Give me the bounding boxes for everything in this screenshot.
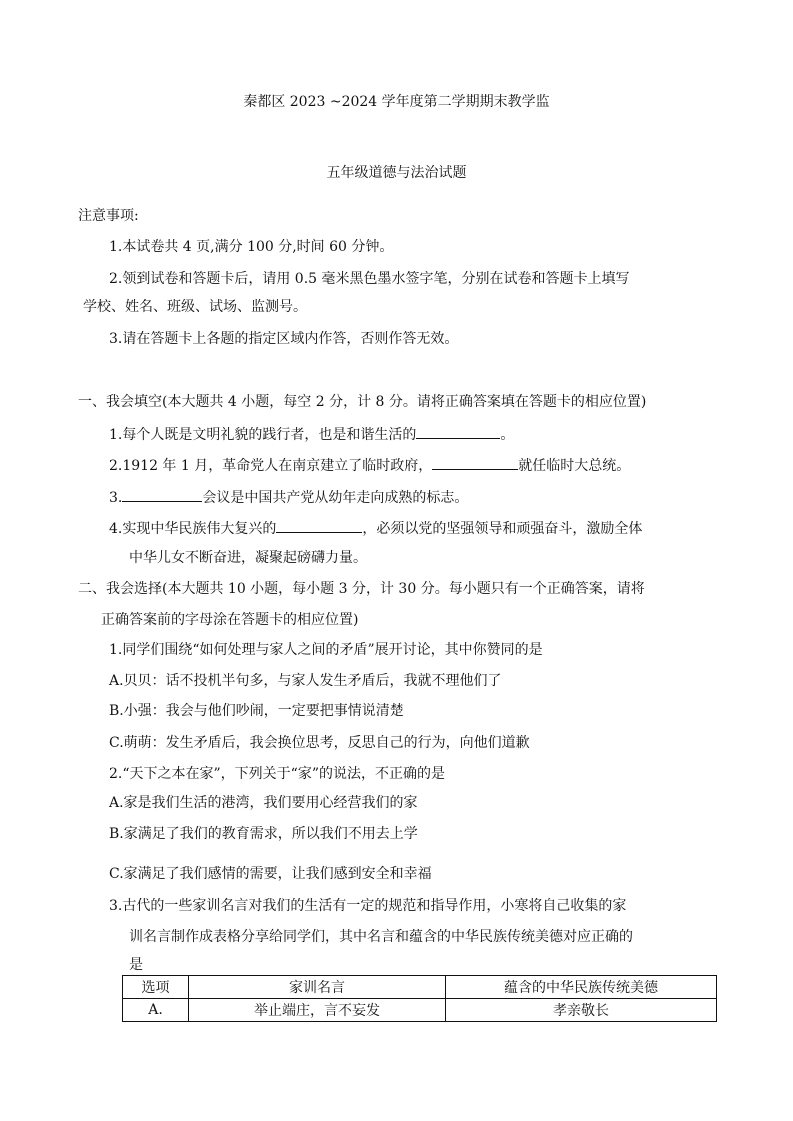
fill-question-2 <box>109 455 630 476</box>
choice-q1-stem: 1.同学们围绕“如何处理与家人之间的矛盾”展开讨论，其中你赞同的是 <box>109 642 543 658</box>
fill-q2-before: 2.1912 年 1 月，革命党人在南京建立了临时政府， <box>109 458 433 474</box>
choice-q2-option-b: B.家满足了我们的教育需求，所以我们不用去上学 <box>109 826 418 842</box>
family-motto-table <box>122 975 717 1022</box>
choice-q2-stem: 2.“天下之本在家”，下列关于“家”的说法，不正确的是 <box>109 766 445 782</box>
fill-q2-blank <box>432 455 518 470</box>
table-header-motto: 家训名言 <box>189 976 446 999</box>
choice-q1-option-c: C.萌萌：发生矛盾后，我会换位思考，反思自己的行为，向他们道歉 <box>109 735 530 751</box>
exam-title: 秦都区 2023 ~2024 学年度第二学期期末教学监 <box>243 94 550 110</box>
section2-heading-cont: 正确答案前的字母涂在答题卡的相应位置) <box>101 612 359 628</box>
fill-q1-before: 1.每个人既是文明礼貌的践行者，也是和谐生活的 <box>109 427 417 443</box>
notice-item-1: 1.本试卷共 4 页,满分 100 分,时间 60 分钟。 <box>109 239 394 255</box>
fill-question-1 <box>109 424 514 445</box>
notice-item-3: 3.请在答题卡上各题的指定区域内作答，否则作答无效。 <box>109 331 459 347</box>
fill-question-4 <box>109 518 642 539</box>
choice-q3-stem-end: 是 <box>129 957 143 973</box>
table-cell-motto: 举止端庄，言不妄发 <box>189 999 446 1022</box>
fill-q1-blank <box>416 424 500 439</box>
notice-item-2: 2.领到试卷和答题卡后，请用 0.5 毫米黑色墨水签字笔，分别在试卷和答题卡上填写 <box>109 271 630 287</box>
fill-q3-before: 3. <box>109 490 123 506</box>
section2-heading: 二、我会选择(本大题共 10 小题，每小题 3 分，计 30 分。每小题只有一个正确答案，请将 <box>78 581 645 597</box>
notice-heading: 注意事项: <box>78 208 139 224</box>
fill-q4-after: ，必须以党的坚强领导和顽强奋斗，激励全体 <box>362 521 643 537</box>
fill-q3-after: 会议是中国共产党从幼年走向成熟的标志。 <box>202 490 469 506</box>
table-header-row <box>123 976 717 999</box>
fill-q1-after: 。 <box>500 427 515 443</box>
table-header-virtue: 蕴含的中华民族传统美德 <box>446 976 717 999</box>
exam-subtitle: 五年级道德与法治试题 <box>326 165 467 181</box>
fill-question-3 <box>109 487 468 508</box>
fill-q4-before: 4.实现中华民族伟大复兴的 <box>109 521 277 537</box>
table-cell-virtue: 孝亲敬长 <box>446 999 717 1022</box>
choice-q1-option-b: B.小强：我会与他们吵闹，一定要把事情说清楚 <box>109 703 404 719</box>
notice-item-2-cont: 学校、姓名、班级、试场、监测号。 <box>83 299 307 315</box>
choice-q2-option-c: C.家满足了我们感情的需要，让我们感到安全和幸福 <box>109 866 432 882</box>
choice-q2-option-a: A.家是我们生活的港湾，我们要用心经营我们的家 <box>109 795 418 811</box>
section1-heading: 一、我会填空(本大题共 4 小题，每空 2 分，计 8 分。请将正确答案填在答题卡的相应位置) <box>78 394 647 410</box>
choice-q1-option-a: A.贝贝：话不投机半句多，与家人发生矛盾后，我就不理他们了 <box>109 673 502 689</box>
table-cell-option: A. <box>123 999 189 1022</box>
table-row <box>123 999 717 1022</box>
table-header-option: 选项 <box>123 976 189 999</box>
fill-q2-after: 就任临时大总统。 <box>518 458 631 474</box>
fill-q3-blank <box>122 487 202 502</box>
fill-q4-blank <box>276 518 362 533</box>
fill-question-4-cont: 中华儿女不断奋进，凝聚起磅礴力量。 <box>129 550 367 566</box>
choice-q3-stem-cont: 训名言制作成表格分享给同学们，其中名言和蕴含的中华民族传统美德对应正确的 <box>129 929 633 945</box>
choice-q3-stem: 3.古代的一些家训名言对我们的生活有一定的规范和指导作用，小寒将自己收集的家 <box>109 898 627 914</box>
